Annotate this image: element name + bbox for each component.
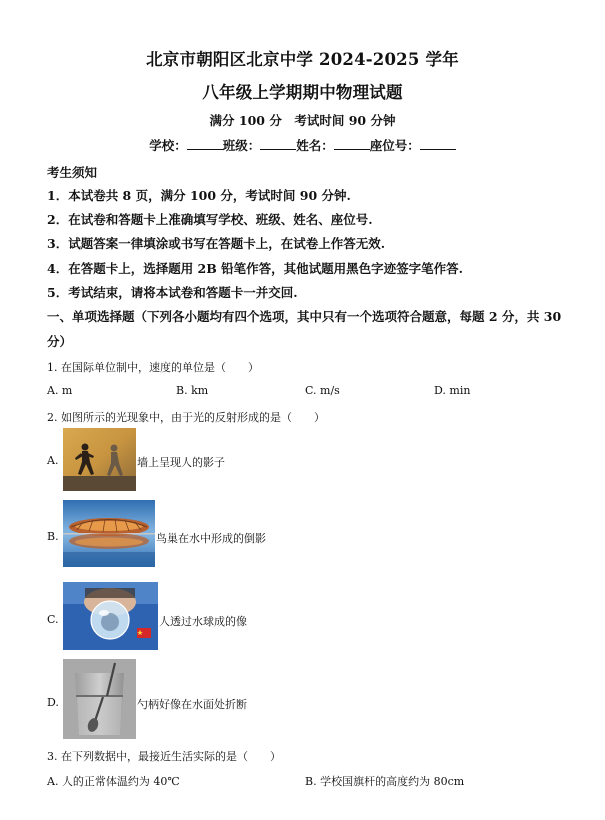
q1-option-c[interactable]: C. m/s [305, 384, 340, 397]
q2-option-c-caption: 人透过水球成的像 [159, 615, 247, 628]
water-ball-image-photo[interactable] [63, 582, 158, 650]
q3-option-a[interactable]: A. 人的正常体温约为 40℃ [47, 775, 180, 788]
runners-shadow-photo[interactable] [63, 428, 136, 491]
exam-title-line1: 北京市朝阳区北京中学 2024-2025 学年 [146, 50, 459, 69]
notice-item: 1．本试卷共 8 页，满分 100 分，考试时间 90 分钟. [47, 188, 351, 203]
section1-heading-cont: 分） [47, 334, 73, 349]
school-label: 学校： [149, 138, 187, 153]
q3-option-b[interactable]: B. 学校国旗杆的高度约为 80cm [305, 775, 465, 788]
student-info-line [0, 136, 605, 154]
notice-item: 2．在试卷和答题卡上准确填写学校、班级、姓名、座位号. [47, 212, 373, 227]
birds-nest-reflection-photo[interactable] [63, 500, 155, 567]
question-3-stem: 3. 在下列数据中，最接近生活实际的是（ ） [47, 750, 281, 763]
q1-option-a[interactable]: A. m [47, 384, 73, 397]
notice-item: 4．在答题卡上，选择题用 2B 铅笔作答，其他试题用黑色字迹签字笔作答. [47, 261, 464, 276]
q2-option-a-label[interactable]: A. [47, 454, 59, 467]
section1-heading: 一、单项选择题（下列各小题均有四个选项，其中只有一个选项符合题意，每题 2 分，共 30 [47, 309, 562, 324]
q2-option-d-caption: 勺柄好像在水面处折断 [137, 698, 247, 711]
class-blank [260, 138, 296, 150]
class-label: 班级： [222, 138, 261, 153]
q2-option-a-caption: 墙上呈现人的影子 [137, 456, 225, 469]
q2-option-b-label[interactable]: B. [47, 530, 59, 543]
exam-title-line2: 八年级上学期期中物理试题 [202, 83, 403, 102]
question-2-stem: 2. 如图所示的光现象中，由于光的反射形成的是（ ） [47, 411, 325, 424]
spoon-in-water-photo[interactable] [63, 659, 136, 739]
q2-option-c-label[interactable]: C. [47, 613, 59, 626]
q1-option-d[interactable]: D. min [434, 384, 471, 397]
notice-item: 3．试题答案一律填涂或书写在答题卡上，在试卷上作答无效. [47, 236, 386, 251]
name-label: 姓名： [296, 138, 334, 153]
name-blank [334, 138, 370, 150]
school-blank [187, 138, 223, 150]
seat-blank [420, 138, 456, 150]
q2-option-b-caption: 鸟巢在水中形成的倒影 [156, 532, 266, 545]
score-time-info: 满分 100 分 考试时间 90 分钟 [209, 113, 396, 128]
notice-item: 5．考试结束，请将本试卷和答题卡一并交回. [47, 285, 298, 300]
notice-heading: 考生须知 [47, 165, 98, 180]
seat-label: 座位号： [369, 138, 420, 153]
q2-option-d-label[interactable]: D. [47, 696, 59, 709]
q1-option-b[interactable]: B. km [176, 384, 209, 397]
question-1-stem: 1. 在国际单位制中，速度的单位是（ ） [47, 361, 259, 374]
